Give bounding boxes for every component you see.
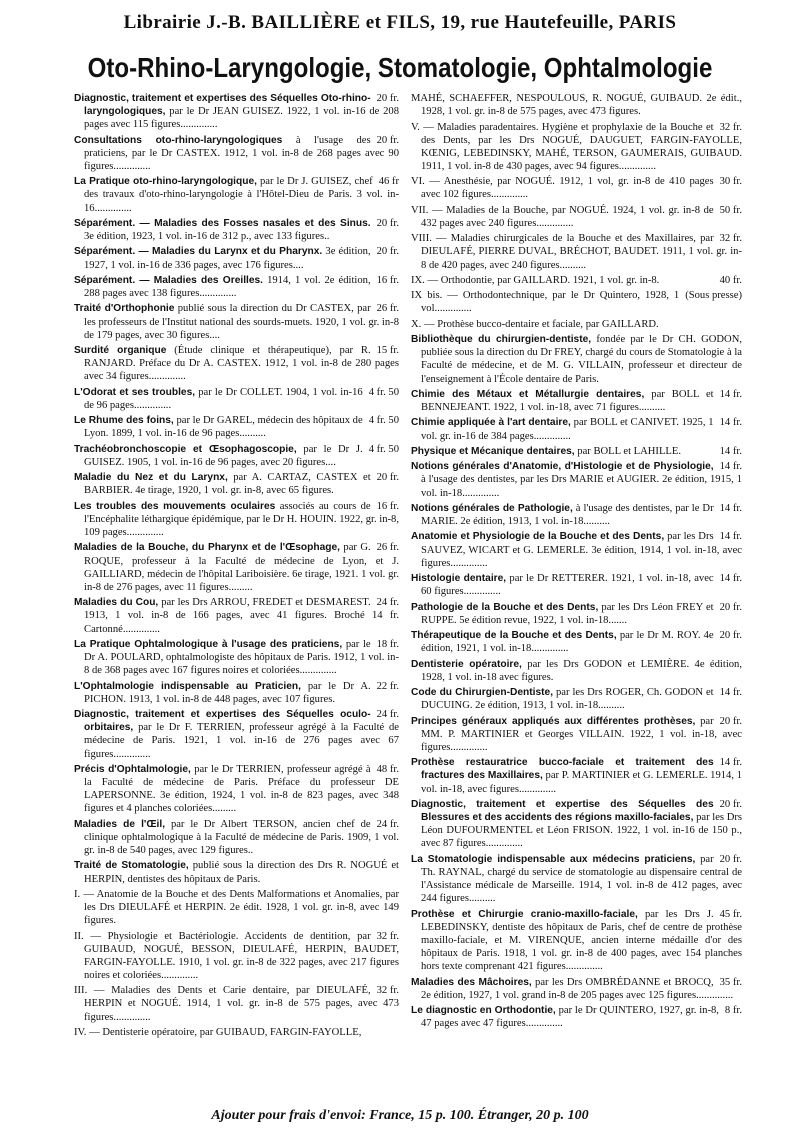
- entry-title: Les troubles des mouvements oculaires: [74, 500, 276, 512]
- entry-price: 15 fr.: [376, 345, 399, 357]
- entry-price: 14 fr.: [719, 461, 742, 473]
- entry-text: 3e édition, 1927, 1 vol. in-16 de 336 pages, avec 176 figures....: [84, 246, 371, 271]
- entry-text: par le Dr COLLET. 1904, 1 vol. in-16 de 96 pages..............: [84, 386, 363, 411]
- entry-text: à l'usage des dentistes, par les Drs MARIE et AUGIER. 2e édition, 1915, 1 vol. in-18..............: [421, 474, 742, 499]
- entry-text: par Th. RAYNAL, chargé du service de stomatologie au dispensaire central de l'Assistance médicale de Marseille. 1914, 1 vol. in-8 de 412 pages, avec 244 figures..........: [421, 853, 742, 905]
- entry-title: Maladies du Cou,: [74, 597, 159, 609]
- entry-title: L'Odorat et ses troubles,: [74, 386, 196, 398]
- entry-text: par le Dr J. GUISEZ. 1905, 1 vol. in-16 de 96 pages, avec 20 figures....: [84, 443, 363, 468]
- entry-text: par le Dr A. PICHON. 1913, 1 vol. in-8 de 448 pages, avec 107 figures.: [84, 680, 371, 705]
- entry-price: 4 fr. 50: [368, 386, 399, 398]
- catalog-entry: [74, 708, 399, 761]
- catalog-entry: [74, 344, 399, 383]
- entry-text: IX bis. — Orthodontechnique, par le Dr Quintero, 1928, 1 vol..............: [411, 290, 680, 315]
- entry-text: par les Drs SAUVEZ, WICART et G. LEMERLE. 3e édition, 1914, 1 vol. in-18, avec figures..............: [421, 531, 742, 569]
- entry-price: 32 fr.: [376, 985, 399, 997]
- catalog-entry: [411, 976, 742, 1002]
- catalog-entry: [411, 1004, 742, 1030]
- catalog-entry: [74, 859, 399, 885]
- publisher-header: Librairie J.-B. BAILLIÈRE et FILS, 19, rue Hautefeuille, PARIS: [123, 12, 677, 33]
- entry-title: Maladies de la Bouche, du Pharynx et de l'Œsophage,: [74, 542, 340, 554]
- entry-text: par A. CARTAZ, CASTEX et BARBIER. 4e tirage, 1920, 1 vol. gr. in-8, avec 65 figures.: [84, 472, 371, 497]
- catalog-entry: [411, 502, 742, 528]
- entry-text: à l'usage des dentistes, par le Dr MARIE. 2e édition, 1913, 1 vol. in-18..........: [421, 502, 714, 528]
- left-column: [74, 92, 399, 1041]
- catalog-entry: [411, 175, 742, 201]
- entry-text: par le Dr TERRIEN, professeur agrégé à la Faculté de médecine de Paris. Préface du professeur DE LAPERSONNE. 3e édition, 1924, 1 vol. in-8 de 823 pages, avec 348 figures et 4 planches coloriées.........: [84, 763, 399, 815]
- catalog-entry: [74, 386, 399, 412]
- entry-text: par le Dr J. GUISEZ, chef des travaux d'oto-rhino-laryngologie à l'Hôtel-Dieu de Paris. 3 vol. in-16..............: [84, 176, 399, 214]
- catalog-entry: [411, 572, 742, 598]
- entry-price: 4 fr. 50: [368, 443, 399, 455]
- catalog-entry: [411, 530, 742, 569]
- entry-price: 35 fr.: [719, 976, 742, 988]
- entry-title: Consultations oto-rhino-laryngologiques: [74, 134, 283, 146]
- catalog-entry: [411, 289, 742, 315]
- entry-text: fondée par le Dr CH. GODON, publiée sous la direction du Dr FREY, chargé du cours de Stomatologie à la Faculté de médecine, et de M. G. VILLAIN, professeur et directeur de l'enseignement à l'École dentaire de Paris.: [421, 334, 743, 385]
- entry-text: par les Drs Léon FREY et RUPPE. 5e édition revue, 1922, 1 vol. in-18.......: [421, 601, 714, 626]
- entry-title: Surdité organique: [74, 345, 167, 357]
- entry-price: 20 fr.: [376, 134, 399, 146]
- entry-title: Séparément. — Maladies des Oreilles.: [74, 274, 264, 286]
- entry-title: Chimie des Métaux et Métallurgie dentaires,: [411, 388, 645, 400]
- catalog-entry: [411, 274, 742, 287]
- entry-title: Diagnostic, traitement et expertise des Séquelles des Blessures et des accidents des régions maxillo-faciales,: [411, 798, 714, 824]
- catalog-entry: [411, 798, 742, 851]
- catalog-entry: [74, 541, 399, 594]
- entry-price: 20 fr.: [376, 217, 399, 229]
- catalog-entry: [74, 638, 399, 677]
- entry-text: IX. — Orthodontie, par GAILLARD. 1921, 1 vol. gr. in-8.: [411, 274, 660, 286]
- entry-title: La Stomatologie indispensable aux médecins praticiens,: [411, 853, 696, 865]
- catalog-entry: [411, 416, 742, 442]
- entry-text: par MM. P. MARTINIER et Georges VILLAIN. 1922, 1 vol. in-18, avec figures..............: [421, 715, 742, 753]
- entry-title: Maladies des Mâchoires,: [411, 976, 532, 988]
- entry-title: Bibliothèque du chirurgien-dentiste,: [411, 334, 592, 346]
- entry-text: par le Dr GAREL, médecin des hôpitaux de Lyon. 1899, 1 vol. in-16 de 96 pages..........: [84, 415, 363, 440]
- entry-price: 8 fr.: [724, 1005, 742, 1017]
- entry-text: par les Drs ARROU, FREDET et DESMAREST. 1913, 1 vol. in-8 de 166 pages, avec 41 figures. Broché 14 fr. Cartonné..............: [84, 597, 399, 635]
- entry-text: publié sous la direction du Dr CASTEX, par les professeurs de l'Institut national des sourds-muets. 1920, 1 vol. gr. in-8 de 179 pages, avec 30 figures....: [84, 303, 399, 341]
- entry-text: par le Dr F. TERRIEN, professeur agrégé à la Faculté de médecine de Paris. 1921, 1 vol. in-16 de 276 pages avec 67 figures..............: [84, 722, 399, 760]
- catalog-entry: [411, 715, 742, 754]
- entry-title: Code du Chirurgien-Dentiste,: [411, 687, 554, 699]
- entry-title: Précis d'Ophtalmologie,: [74, 763, 191, 775]
- entry-title: Maladies de l'Œil,: [74, 818, 166, 830]
- entry-text: (Étude clinique et thérapeutique), par R. RANJARD. Préface du Dr A. CASTEX. 1912, 1 vol. in-8 de 280 pages avec 34 figures..............: [84, 345, 399, 383]
- catalog-entry: [74, 984, 399, 1023]
- catalog-entry: [411, 629, 742, 655]
- entry-text: VIII. — Maladies chirurgicales de la Bouche et des Maxillaires, par DIEULAFÉ, PIERRE DUVAL, BRÉCHOT, BAUDET. 1911, 1 vol. gr. in-8 de 420 pages, avec 240 figures..........: [411, 233, 742, 271]
- catalog-entry: [74, 680, 399, 706]
- entry-text: IV. — Dentisterie opératoire, par GUIBAUD, FARGIN-FAYOLLE,: [74, 1026, 362, 1038]
- catalog-entry: [74, 443, 399, 469]
- entry-price: 24 fr.: [376, 818, 399, 830]
- catalog-entry: [74, 134, 399, 173]
- entry-text: par le Dr A. POULARD, ophtalmologiste des hôpitaux de Paris. 1912, 1 vol. in-8 de 368 pages avec 167 figures noires et coloriées..............: [84, 638, 399, 677]
- catalog-entry: [74, 500, 399, 539]
- entry-text: 3e édition, 1923, 1 vol. in-16 de 312 p., avec 133 figures..: [84, 231, 330, 243]
- entry-title: Anatomie et Physiologie de la Bouche et des Dents,: [411, 531, 665, 543]
- catalog-entry: [411, 445, 742, 458]
- entry-title: Notions générales de Pathologie,: [411, 502, 573, 514]
- entry-price: 20 fr.: [719, 715, 742, 727]
- entry-title: Physique et Mécanique dentaires,: [411, 445, 575, 457]
- entry-text: V. — Maladies paradentaires. Hygiène et prophylaxie de la Bouche et des Dents, par les Drs NOGUÉ, DAUGUET, FARGIN-FAYOLLE, KŒNIG, LEBEDINSKY, MAHÉ, TERSON, GAUMERAIS, GUIBAUD. 1911, 1 vol. in-8 de 430 pages, avec 94 figures..............: [411, 121, 742, 172]
- entry-title: La Pratique Ophtalmologique à l'usage des praticiens,: [74, 638, 343, 650]
- entry-price: 4 fr. 50: [368, 415, 399, 427]
- entry-price: 18 fr.: [376, 638, 399, 650]
- entry-price: 20 fr.: [376, 246, 399, 258]
- entry-price: 14 fr.: [719, 573, 742, 585]
- entry-title: Traité d'Orthophonie: [74, 303, 175, 315]
- entry-text: II. — Physiologie et Bactériologie. Accidents de dentition, par GUIBAUD, NOGUÉ, BESSON, DIEULAFÉ, HERPIN, BAUDET, FARGIN-FAYOLLE. 1910, 1 vol. gr. in-8 de 322 pages, avec 217 figures noires et coloriées..............: [74, 930, 399, 981]
- entry-price: 14 fr.: [719, 417, 742, 429]
- entry-price: 32 fr.: [376, 930, 399, 942]
- catalog-entry: [411, 658, 742, 684]
- catalog-entry: [411, 388, 742, 414]
- entry-price: 14 fr.: [719, 687, 742, 699]
- entry-title: Diagnostic, traitement et expertises des Séquelles oculo-orbitaires,: [74, 709, 371, 734]
- entry-text: VII. — Maladies de la Bouche, par NOGUÉ. 1924, 1 vol. gr. in-8 de 432 pages avec 240 figures..............: [411, 204, 714, 229]
- entry-text: par le Dr M. ROY. 4e édition, 1921, 1 vol. in-18..............: [421, 630, 714, 655]
- catalog-entry: [411, 121, 742, 174]
- entry-text: par le Dr RETTERER. 1921, 1 vol. in-18, avec 60 figures..............: [421, 573, 714, 598]
- entry-price: 14 fr.: [719, 502, 742, 514]
- entry-price: 48 fr.: [376, 763, 399, 775]
- entry-price: 16 fr.: [376, 274, 399, 286]
- entry-text: 1914, 1 vol. 2e édition, 288 pages avec 138 figures..............: [84, 274, 371, 300]
- entry-price: 46 fr: [378, 176, 399, 188]
- entry-text: X. — Prothèse bucco-dentaire et faciale, par GAILLARD.: [411, 318, 659, 330]
- catalog-entry: [74, 1026, 399, 1039]
- catalog-entry: [74, 414, 399, 440]
- entry-price: 14 fr.: [719, 757, 742, 769]
- entry-price: 20 fr.: [719, 853, 742, 865]
- entry-price: 14 fr.: [719, 388, 742, 400]
- entry-title: Histologie dentaire,: [411, 573, 507, 585]
- entry-title: Pathologie de la Bouche et des Dents,: [411, 601, 599, 613]
- catalog-entry: [74, 274, 399, 300]
- catalog-entry: [411, 756, 742, 795]
- entry-price: 26 fr.: [376, 542, 399, 554]
- entry-title: Séparément. — Maladies du Larynx et du Pharynx.: [74, 246, 323, 258]
- entry-title: Diagnostic, traitement et expertises des Séquelles Oto-rhino-laryngologiques,: [74, 93, 371, 118]
- entry-price: 30 fr.: [719, 176, 742, 188]
- entry-text: par les Drs Léon DUFOURMENTEL et Léon FRISON. 1922, 1 vol. in-16 de 150 p., avec 87 figures..............: [421, 812, 743, 850]
- entry-price: 20 fr.: [376, 472, 399, 484]
- entry-title: Traité de Stomatologie,: [74, 860, 189, 872]
- entry-title: Prothèse et Chirurgie cranio-maxillo-faciale,: [411, 908, 638, 920]
- entry-title: Maladie du Nez et du Larynx,: [74, 472, 228, 484]
- entry-text: à l'usage des praticiens, par le Dr CASTEX. 1912, 1 vol. in-8 de 268 pages avec 90 figures..............: [84, 134, 399, 172]
- entry-text: par les Drs OMBRÉDANNE et BROCQ, 2e édition, 1927, 1 vol. grand in-8 de 205 pages avec 125 figures..............: [421, 976, 734, 1001]
- entry-text: MAHÉ, SCHAEFFER, NESPOULOUS, R. NOGUÉ, GUIBAUD. 2e édit., 1928, 1 vol. gr. in-8 de 575 pages, avec 473 figures.: [411, 93, 742, 118]
- catalog-entry: [74, 245, 399, 271]
- entry-title: L'Ophtalmologie indispensable au Praticien,: [74, 680, 301, 692]
- entry-price: 20 fr.: [376, 93, 399, 104]
- entry-text: par le Dr QUINTERO, 1927, gr. in-8, 47 pages avec 47 figures..............: [421, 1005, 719, 1030]
- entry-title: Thérapeutique de la Bouche et des Dents,: [411, 630, 617, 642]
- entry-price: (Sous presse): [685, 290, 742, 302]
- catalog-entry: [74, 217, 399, 243]
- catalog-entry: [411, 232, 742, 271]
- catalog-entry: [411, 204, 742, 230]
- entry-text: par BOLL et LAHILLE.: [577, 445, 682, 457]
- entry-text: par BOLL et BENNEJEANT. 1922, 1 vol. in-18, avec 71 figures..........: [421, 388, 714, 414]
- catalog-entry: [411, 460, 742, 499]
- entry-price: 32 fr.: [719, 233, 742, 245]
- catalog-entry: [411, 853, 742, 906]
- catalog-entry: [74, 763, 399, 816]
- entry-title: Principes généraux appliqués aux différentes prothèses,: [411, 715, 696, 727]
- entry-title: Séparément. — Maladies des Fosses nasales et des Sinus.: [74, 217, 371, 229]
- entry-text: par les Drs J. LEBEDINSKY, dentiste des hôpitaux de Paris, chef de centre de prothèse maxillo-faciale, et M. VIRENQUE, ancien interne médaille d'or des hôpitaux de Paris. 1918, 1 vol. gr. in-8 de 400 pages, avec 154 planches hors texte comprenant 421 figures..............: [421, 908, 742, 973]
- entry-text: VI. — Anesthésie, par NOGUÉ. 1912, 1 vol, gr. in-8 de 410 pages avec 102 figures..............: [411, 176, 714, 201]
- entry-text: I. — Anatomie de la Bouche et des Dents Malformations et Anomalies, par les Drs DIEULAFÉ et HERPIN. 2e édit. 1928, 1 vol. gr. in-8, avec 149 figures.: [74, 888, 399, 927]
- entry-price: 24 fr.: [376, 709, 399, 721]
- entry-price: 16 fr.: [376, 500, 399, 512]
- entry-text: par le Dr Albert TERSON, ancien chef de clinique ophtalmologique à la Faculté de médecine de Paris. 1909, 1 vol. gr. in-8 de 540 pages, avec 129 figures..: [84, 818, 399, 856]
- catalog-entry: [74, 888, 399, 927]
- entry-title: Trachéobronchoscopie et Œsophagoscopie,: [74, 443, 297, 455]
- entry-price: 24 fr.: [376, 597, 399, 609]
- entry-text: associés au cours de l'Encéphalite léthargique épidémique, par le Dr H. HOUIN. 1922, gr. in-8, 109 pages..............: [84, 500, 399, 539]
- entry-text: par le Dr JEAN GUISEZ. 1922, 1 vol. in-16 de 208 pages avec 115 figures..............: [84, 106, 399, 131]
- catalog-entry: [411, 318, 742, 331]
- entry-price: 26 fr.: [376, 303, 399, 315]
- page-title: Oto-Rhino-Laryngologie, Stomatologie, Ophtalmologie: [87, 52, 713, 83]
- entry-title: Notions générales d'Anatomie, d'Histologie et de Physiologie,: [411, 461, 714, 473]
- catalog-entry: [74, 175, 399, 214]
- entry-text: par les Drs GODON et LEMIÈRE. 4e édition, 1928, 1 vol. in-18 avec figures.: [421, 658, 743, 683]
- catalog-entry: [74, 92, 399, 131]
- entry-price: 14 fr.: [719, 531, 742, 543]
- entry-title: La Pratique oto-rhino-laryngologique,: [74, 176, 257, 188]
- entry-title: Le Rhume des foins,: [74, 415, 174, 427]
- entry-price: 20 fr.: [719, 630, 742, 642]
- entry-price: 32 fr.: [719, 121, 742, 133]
- entry-price: 45 fr.: [719, 908, 742, 920]
- entry-price: 20 fr.: [719, 601, 742, 613]
- catalog-entry: [411, 92, 742, 118]
- catalog-entry: [74, 471, 399, 497]
- entry-price: 14 fr.: [719, 445, 742, 457]
- entry-text: par les Drs ROGER, Ch. GODON et DUCUING. 2e édition, 1913, 1 vol. in-18..........: [421, 687, 714, 712]
- catalog-entry: [74, 302, 399, 341]
- catalog-entry: [411, 601, 742, 627]
- right-column: [411, 92, 742, 1033]
- entry-title: Dentisterie opératoire,: [411, 658, 522, 670]
- entry-text: par P. MARTINIER et G. LEMERLE. 1914, 1 vol. in-18, avec figures..............: [421, 770, 742, 795]
- catalog-entry: [411, 333, 742, 386]
- entry-text: III. — Maladies des Dents et Carie dentaire, par DIEULAFÉ, HERPIN et NOGUÉ. 1914, 1 vol. gr. in-8 de 575 pages, avec 473 figures..............: [74, 985, 399, 1023]
- entry-text: par BOLL et CANIVET. 1925, 1 vol. gr. in-16 de 384 pages..............: [421, 417, 714, 442]
- entry-price: 22 fr.: [376, 680, 399, 692]
- entry-text: publié sous la direction des Drs R. NOGUÉ et HERPIN, dentistes des hôpitaux de Paris.: [84, 860, 399, 885]
- catalog-entry: [411, 908, 742, 974]
- entry-price: 50 fr.: [719, 204, 742, 216]
- catalog-entry: [411, 686, 742, 712]
- entry-title: Chimie appliquée à l'art dentaire,: [411, 417, 571, 429]
- entry-title: Le diagnostic en Orthodontie,: [411, 1005, 556, 1017]
- entry-price: 20 fr.: [719, 798, 742, 810]
- entry-text: par G. ROQUE, professeur à la Faculté de médecine de Lyon, et J. GAILLIARD, médecin de l'hôpital Lariboisière. 6e tirage, 1921. 1 vol. gr. in-8 de 276 pages, avec 11 figures.........: [84, 542, 399, 593]
- entry-title: Prothèse restauratrice bucco-faciale et traitement des fractures des Maxillaires,: [411, 757, 714, 782]
- entry-price: 40 fr.: [719, 274, 742, 286]
- catalog-entry: [74, 596, 399, 635]
- catalog-entry: [74, 930, 399, 983]
- catalog-entry: [74, 818, 399, 857]
- shipping-note: Ajouter pour frais d'envoi: France, 15 p. 100. Étranger, 20 p. 100: [211, 1108, 589, 1123]
